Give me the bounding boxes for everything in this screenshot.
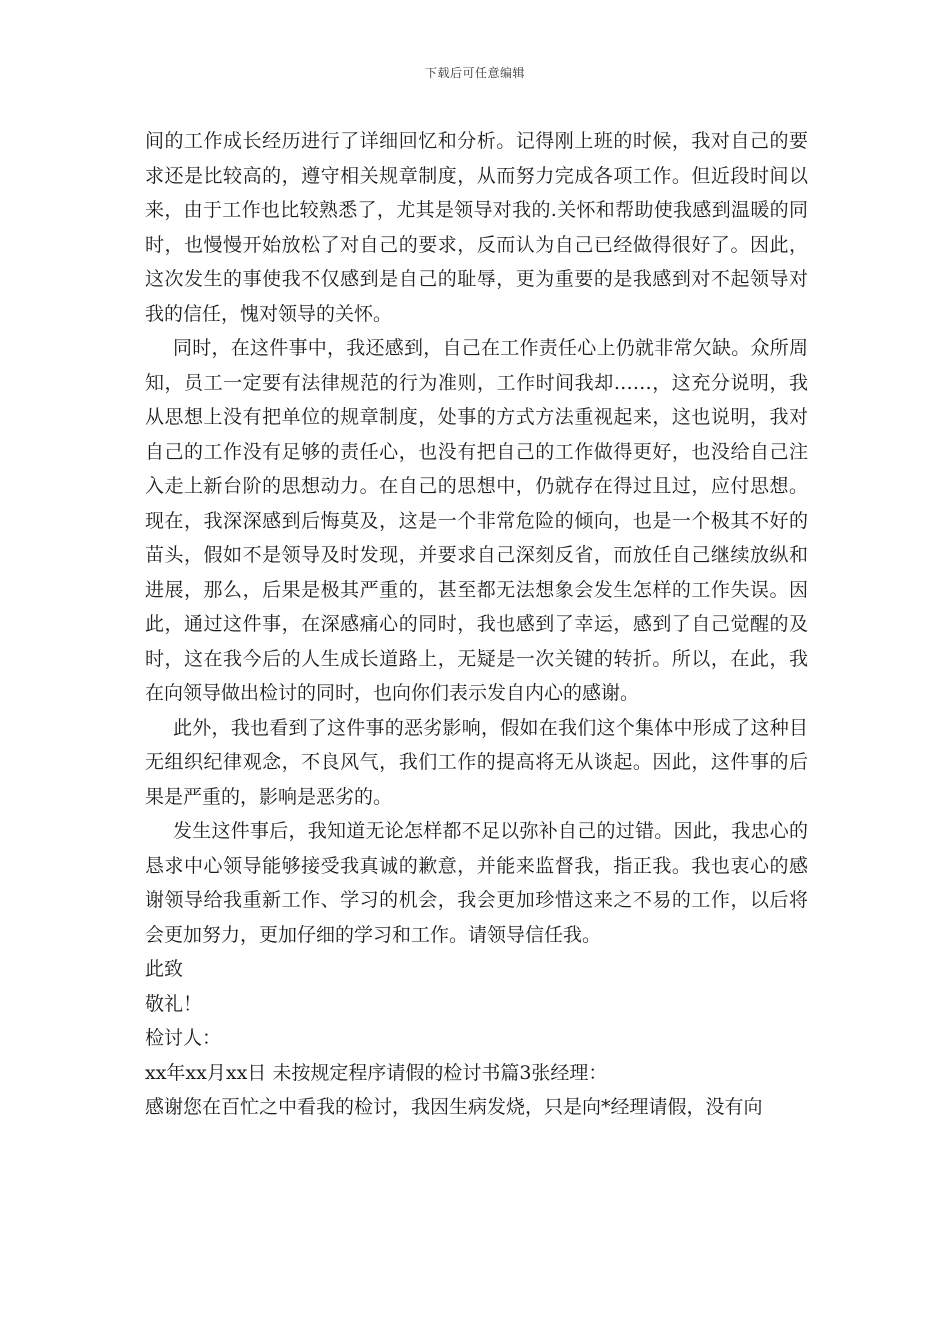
paragraph-1: 间的工作成长经历进行了详细回忆和分析。记得刚上班的时候，我对自己的要求还是比较高的，遵守相关规章制度，从而努力完成各项工作。但近段时间以来，由于工作也比较熟悉了，尤其是领导对我的.关怀和帮助使我感到温暖的同时，也慢慢开始放松了对自己的要求，反而认为自己已经做得很好了。因此，这次发生的事使我不仅感到是自己的耻辱，更为重要的是我感到对不起领导对我的信任，愧对领导的关怀。 [145, 130, 808, 325]
paragraph-2: 同时，在这件事中，我还感到，自己在工作责任心上仍就非常欠缺。众所周知，员工一定要有法律规范的行为准则，工作时间我却……，这充分说明，我从思想上没有把单位的规章制度，处事的方式方法重视起来，这也说明，我对自己的工作没有足够的责任心，也没有把自己的工作做得更好，也没给自己注入走上新台阶的思想动力。在自己的思想中，仍就存在得过且过，应付思想。现在，我深深感到后悔莫及，这是一个非常危险的倾向，也是一个极其不好的苗头，假如不是领导及时发现，并要求自己深刻反省，而放任自己继续放纵和进展，那么，后果是极其严重的，甚至都无法想象会发生怎样的工作失误。因此，通过这件事，在深感痛心的同时，我也感到了幸运，感到了自己觉醒的及时，这在我今后的人生成长道路上，无疑是一次关键的转折。所以，在此，我在向领导做出检讨的同时，也向你们表示发自内心的感谢。 [145, 337, 808, 704]
salutation-line-1: 此致 [145, 958, 184, 980]
paragraph-4: 发生这件事后，我知道无论怎样都不足以弥补自己的过错。因此，我忠心的恳求中心领导能够接受我真诚的歉意，并能来监督我，指正我。我也衷心的感谢领导给我重新工作、学习的机会，我会更加珍惜这来之不易的工作，以后将会更加努力，更加仔细的学习和工作。请领导信任我。 [145, 820, 808, 946]
date-and-next-title: xx年xx月xx日 未按规定程序请假的检讨书篇3张经理： [145, 1061, 608, 1084]
signer-label: 检讨人： [145, 1027, 222, 1049]
page-header: 下载后可任意编辑 [424, 66, 525, 80]
paragraph-3: 此外，我也看到了这件事的恶劣影响，假如在我们这个集体中形成了这种目无组织纪律观念，不良风气，我们工作的提高将无从谈起。因此，这件事的后果是严重的，影响是恶劣的。 [145, 716, 808, 808]
salutation-line-2: 敬礼！ [145, 992, 203, 1015]
document-body [145, 124, 808, 1125]
next-paragraph-start: 感谢您在百忙之中看我的检讨，我因生病发烧，只是向*经理请假，没有向 [145, 1096, 763, 1118]
